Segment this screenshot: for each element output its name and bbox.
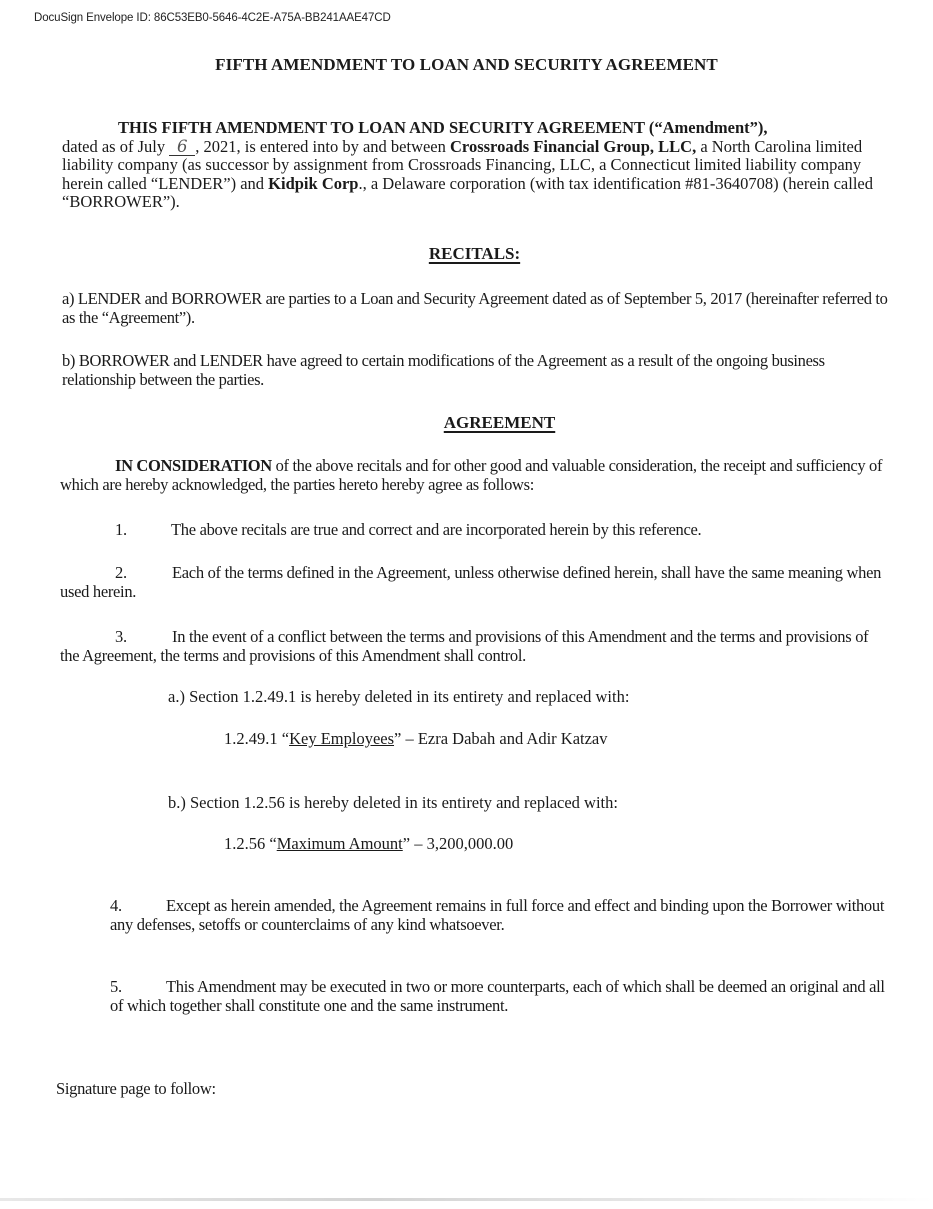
definition-maximum-amount: 1.2.56 “Maximum Amount” – 3,200,000.00 bbox=[224, 834, 514, 853]
intro-dated-suffix: , 2021, is entered into by and between bbox=[195, 136, 451, 156]
docusign-envelope-id: DocuSign Envelope ID: 86C53EB0-5646-4C2E-A75A-BB241AAE47CD bbox=[34, 12, 391, 24]
clause-1 bbox=[115, 521, 701, 540]
clause-5 bbox=[110, 978, 890, 1015]
clause-4 bbox=[110, 897, 890, 934]
borrower-name: Kidpik Corp bbox=[268, 173, 359, 193]
defined-term: Maximum Amount bbox=[276, 834, 403, 853]
definition-key-employees: 1.2.49.1 “Key Employees” – Ezra Dabah and Adir Katzav bbox=[224, 729, 608, 748]
clause-text: Except as herein amended, the Agreement remains in full force and effect and binding upon the Borrower without any defenses, setoffs or counterclaims of any kind whatsoever. bbox=[110, 896, 885, 934]
clause-number: 2. bbox=[115, 563, 127, 582]
subclause-a: a.) Section 1.2.49.1 is hereby deleted in its entirety and replaced with: bbox=[168, 687, 630, 706]
scan-edge-divider bbox=[0, 1198, 933, 1201]
agreement-heading: AGREEMENT bbox=[443, 413, 556, 432]
recital-b: b) BORROWER and LENDER have agreed to certain modifications of the Agreement as a result of the ongoing business relationship between the parties. bbox=[62, 351, 825, 389]
lender-description: a North Carolina limited liability company (as successor by assignment from Crossroads Financing, LLC, a Connecticut limited liability company herein called “LENDER”) and bbox=[62, 136, 863, 193]
clause-text: Each of the terms defined in the Agreement, unless otherwise defined herein, shall have the same meaning when used herein. bbox=[60, 563, 882, 601]
clause-text: In the event of a conflict between the terms and provisions of this Amendment and the terms and provisions of the Agreement, the terms and provisions of this Amendment shall control. bbox=[60, 627, 869, 665]
clause-3 bbox=[60, 628, 890, 665]
consideration-lead: IN CONSIDERATION bbox=[115, 456, 272, 475]
clause-text: This Amendment may be executed in two or more counterparts, each of which shall be deemed an original and all of which together shall constitute one and the same instrument. bbox=[110, 977, 885, 1015]
lender-name: Crossroads Financial Group, LLC, bbox=[450, 136, 697, 156]
borrower-description: ., a Delaware corporation (with tax identification #81-3640708) (herein called “BORROWER”). bbox=[62, 173, 873, 211]
clause-number: 5. bbox=[110, 977, 122, 996]
signature-note: Signature page to follow: bbox=[56, 1079, 216, 1098]
intro-dated-prefix: dated as of July bbox=[62, 136, 170, 156]
consideration-text: of the above recitals and for other good and valuable consideration, the receipt and sufficiency of which are hereby acknowledged, the parties hereto hereby agree as follows: bbox=[60, 456, 883, 494]
intro-lead: THIS FIFTH AMENDMENT TO LOAN AND SECURITY AGREEMENT (“Amendment”), bbox=[118, 118, 768, 137]
handwritten-day: 6 bbox=[169, 139, 195, 156]
recital-a: a) LENDER and BORROWER are parties to a Loan and Security Agreement dated as of September 5, 2017 (hereinafter referred to as the “Agreement”). bbox=[62, 289, 888, 327]
defined-term: Key Employees bbox=[289, 729, 395, 748]
clause-2 bbox=[60, 564, 890, 601]
clause-number: 4. bbox=[110, 896, 122, 915]
subclause-b: b.) Section 1.2.56 is hereby deleted in its entirety and replaced with: bbox=[168, 793, 618, 812]
document-title: FIFTH AMENDMENT TO LOAN AND SECURITY AGREEMENT bbox=[215, 55, 718, 74]
clause-number: 3. bbox=[115, 627, 127, 646]
consideration-paragraph bbox=[60, 457, 892, 494]
intro-paragraph bbox=[62, 119, 892, 212]
clause-text: The above recitals are true and correct and are incorporated herein by this reference. bbox=[171, 520, 702, 539]
recitals-heading: RECITALS: bbox=[428, 244, 521, 263]
clause-number: 1. bbox=[115, 520, 127, 539]
